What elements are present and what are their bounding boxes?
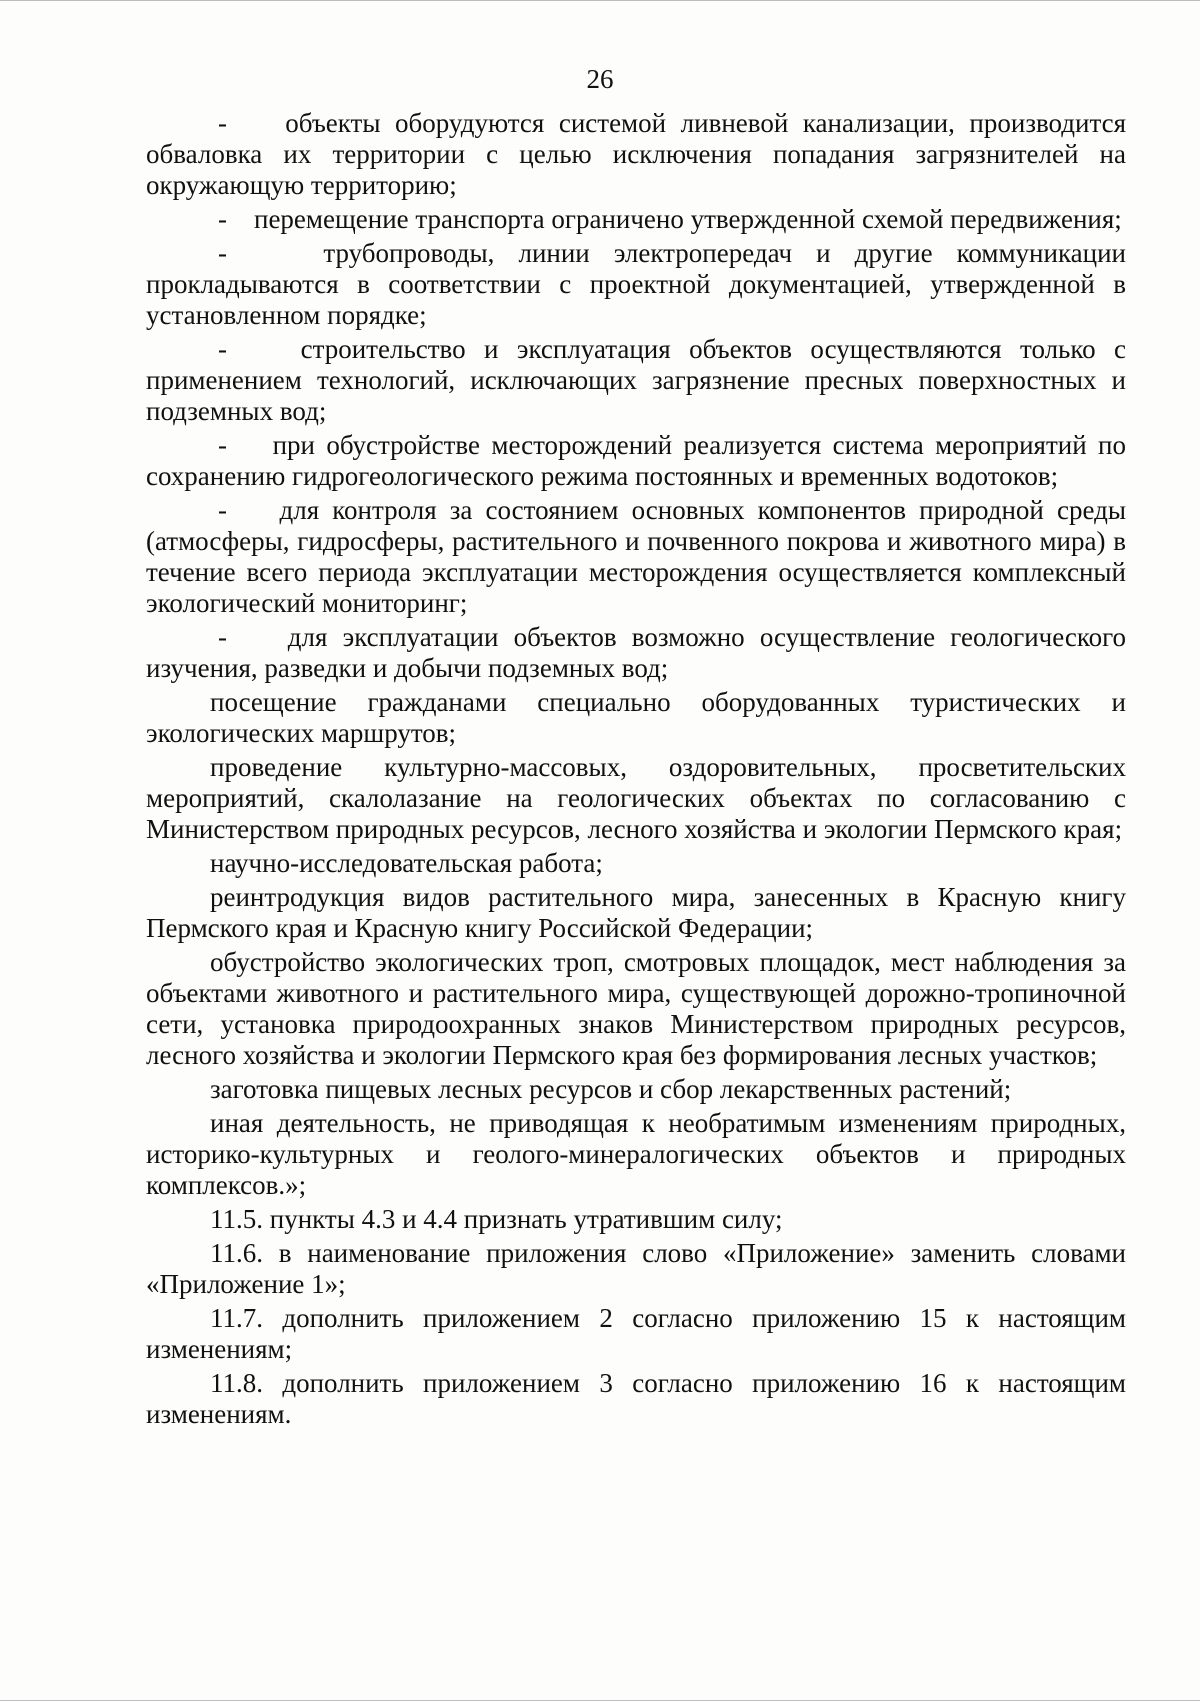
dash-marker: - bbox=[218, 622, 227, 652]
top-edge-line bbox=[0, 0, 1200, 1]
paragraph: заготовка пищевых лесных ресурсов и сбор лекарственных растений; bbox=[210, 1074, 1012, 1104]
dash-list-item bbox=[146, 495, 1126, 619]
paragraph: реинтродукция видов растительного мира, занесенных в Красную книгу Пермского края и Красную книгу Российской Федерации; bbox=[146, 882, 1126, 943]
dash-list-item bbox=[146, 204, 1126, 235]
numbered-paragraph-11-5: 11.5. пункты 4.3 и 4.4 признать утратившим силу; bbox=[210, 1204, 783, 1234]
dash-item-text: строительство и эксплуатация объектов осуществляются только с применением технологий, исключающих загрязнение пресных поверхностных и подземных вод; bbox=[146, 334, 1127, 426]
dash-marker: - bbox=[218, 238, 227, 268]
dash-item-text: при обустройстве месторождений реализуется система мероприятий по сохранению гидрогеологического режима постоянных и временных водотоков; bbox=[146, 430, 1126, 491]
dash-list-item bbox=[146, 622, 1126, 684]
dash-item-text: для эксплуатации объектов возможно осуществление геологического изучения, разведки и добычи подземных вод; bbox=[146, 622, 1127, 683]
numbered-paragraph-11-6: 11.6. в наименование приложения слово «Приложение» заменить словами «Приложение 1»; bbox=[146, 1238, 1126, 1299]
dash-list-item bbox=[146, 430, 1126, 492]
dash-list-item bbox=[146, 334, 1126, 427]
numbered-paragraph-11-8: 11.8. дополнить приложением 3 согласно приложению 16 к настоящим изменениям. bbox=[146, 1368, 1126, 1429]
paragraph: научно-исследовательская работа; bbox=[210, 848, 603, 878]
dash-item-text: перемещение транспорта ограничено утвержденной схемой передвижения; bbox=[254, 204, 1122, 234]
dash-list-item bbox=[146, 108, 1126, 201]
dash-item-text: трубопроводы, линии электропередач и другие коммуникации прокладываются в соответствии с проектной документацией, утвержденной в установленном порядке; bbox=[146, 238, 1127, 330]
dash-marker: - bbox=[218, 204, 227, 234]
paragraph: обустройство экологических троп, смотровых площадок, мест наблюдения за объектами животного и растительного мира, существующей дорожно-тропиночной сети, установка природоохранных знаков Министерством природных ресурсов, лесного хозяйства и экологии Пермского края без формирования лесных участков; bbox=[146, 947, 1126, 1070]
dash-marker: - bbox=[218, 108, 227, 138]
dash-item-text: для контроля за состоянием основных компонентов природной среды (атмосферы, гидросферы, растительного и почвенного покрова и животного мира) в течение всего периода эксплуатации месторождения осуществляется комплексный экологический мониторинг; bbox=[146, 495, 1126, 618]
numbered-paragraph-11-7: 11.7. дополнить приложением 2 согласно приложению 15 к настоящим изменениям; bbox=[146, 1303, 1126, 1364]
dash-marker: - bbox=[218, 430, 227, 460]
dash-item-text: объекты оборудуются системой ливневой канализации, производится обваловка их территории с целью исключения попадания загрязнителей на окружающую территорию; bbox=[146, 108, 1126, 200]
paragraph: проведение культурно-массовых, оздоровительных, просветительских мероприятий, скалолазание на геологических объектах по согласованию с Министерством природных ресурсов, лесного хозяйства и экологии Пермского края; bbox=[146, 752, 1126, 844]
document-body bbox=[146, 108, 1126, 1433]
page-number: 26 bbox=[586, 64, 614, 94]
paragraph: иная деятельность, не приводящая к необратимым изменениям природных, историко-культурных и геолого-минералогических объектов и природных комплексов.»; bbox=[146, 1108, 1126, 1200]
dash-list-item bbox=[146, 238, 1126, 331]
dash-marker: - bbox=[218, 495, 227, 525]
dash-marker: - bbox=[218, 334, 227, 364]
paragraph: посещение гражданами специально оборудованных туристических и экологических маршрутов; bbox=[146, 687, 1126, 748]
